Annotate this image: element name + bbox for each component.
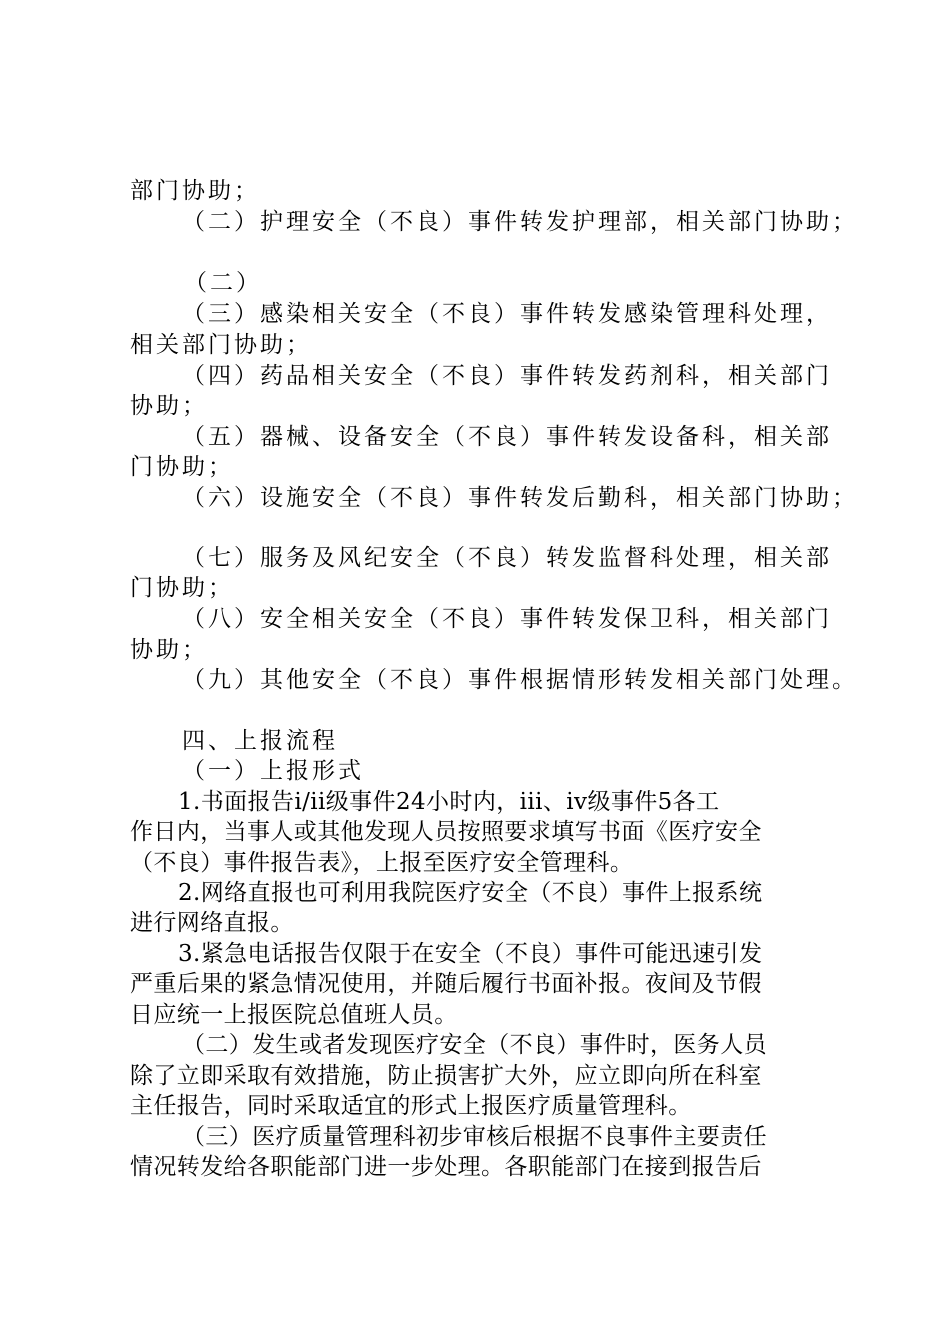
text-line: 日应统一上报医院总值班人员。 (130, 1002, 458, 1028)
text-line: 3.紧急电话报告仅限于在安全（不良）事件可能迅速引发 (178, 941, 763, 967)
text-line: （二） (184, 270, 262, 296)
text-line: （八）安全相关安全（不良）事件转发保卫科，相关部门 (182, 606, 832, 632)
text-line: （不良）事件报告表》，上报至医疗安全管理科。 (130, 850, 634, 876)
text-line: （二）护理安全（不良）事件转发护理部，相关部门协助； (182, 209, 858, 235)
text-line: 进行网络直报。 (130, 910, 294, 936)
text-line: 作日内，当事人或其他发现人员按照要求填写书面《医疗安全 (130, 819, 762, 845)
text-line: 协助； (130, 637, 208, 663)
section-heading: 四、上报流程 (182, 728, 338, 754)
subsection-heading: （一）上报形式 (182, 758, 364, 784)
text-line: （五）器械、设备安全（不良）事件转发设备科，相关部 (182, 424, 832, 450)
text-line: 部门协助； (130, 178, 260, 204)
text-line: 协助； (130, 393, 208, 419)
text-line: 1.书面报告i/ii级事件24小时内，iii、iv级事件5各工 (178, 789, 720, 815)
text-line: 2.网络直报也可利用我院医疗安全（不良）事件上报系统 (178, 880, 763, 906)
text-line: （三）感染相关安全（不良）事件转发感染管理科处理， (182, 301, 832, 327)
text-line: 除了立即采取有效措施，防止损害扩大外，应立即向所在科室 (130, 1063, 762, 1089)
text-line: 情况转发给各职能部门进一步处理。各职能部门在接到报告后 (130, 1154, 762, 1180)
text-line: （六）设施安全（不良）事件转发后勤科，相关部门协助； (182, 485, 858, 511)
text-line: 相关部门协助； (130, 332, 312, 358)
text-line: 主任报告，同时采取适宜的形式上报医疗质量管理科。 (130, 1093, 692, 1119)
text-line: （二）发生或者发现医疗安全（不良）事件时，医务人员 (182, 1032, 767, 1058)
text-line: （三）医疗质量管理科初步审核后根据不良事件主要责任 (182, 1124, 767, 1150)
text-line: 门协助； (130, 575, 234, 601)
text-line: （九）其他安全（不良）事件根据情形转发相关部门处理。 (182, 667, 858, 693)
text-line: （四）药品相关安全（不良）事件转发药剂科，相关部门 (182, 363, 832, 389)
text-line: （七）服务及风纪安全（不良）转发监督科处理，相关部 (182, 545, 832, 571)
text-line: 严重后果的紧急情况使用，并随后履行书面补报。夜间及节假 (130, 971, 762, 997)
text-line: 门协助； (130, 454, 234, 480)
